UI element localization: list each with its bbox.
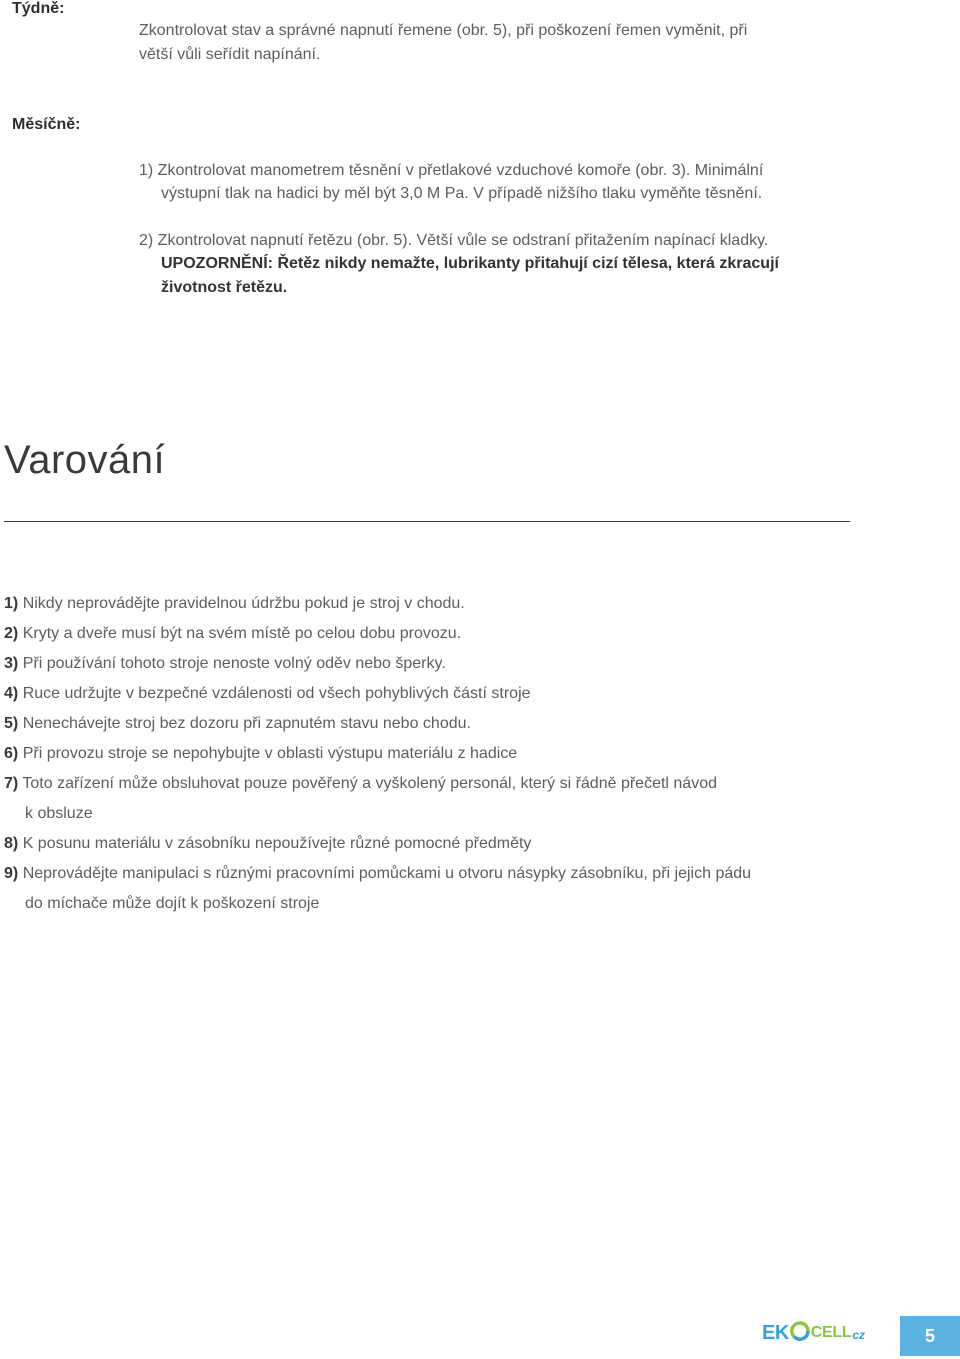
monthly-item2-line1: 2) Zkontrolovat napnutí řetězu (obr. 5). Větší vůle se odstraní přitažením napínací kladky. [139, 232, 769, 249]
list-item-text: Ruce udržujte v bezpečné vzdálenosti od všech pohyblivých částí stroje [22, 685, 531, 702]
list-item-text: Při používání tohoto stroje nenoste volný oděv nebo šperky. [22, 655, 446, 672]
list-item-text: Neprovádějte manipulaci s různými pracovními pomůckami u otvoru násypky zásobníku, při jejich pádu [22, 865, 752, 882]
list-item-continuation [4, 799, 904, 829]
list-item-number: 6) [4, 745, 19, 762]
list-item-continuation [4, 889, 904, 919]
weekly-text-line1: Zkontrolovat stav a správné napnutí řemene (obr. 5), při poškození řemen vyměnit, při [139, 22, 748, 39]
ekocell-logo [762, 1318, 865, 1348]
list-item [4, 739, 904, 769]
weekly-label: Týdně: [12, 0, 65, 17]
list-item [4, 709, 904, 739]
list-item-text: Při provozu stroje se nepohybujte v oblasti výstupu materiálu z hadice [22, 745, 518, 762]
list-item-number: 2) [4, 625, 19, 642]
list-item-number: 3) [4, 655, 19, 672]
monthly-item1-line2: výstupní tlak na hadici by měl být 3,0 M Pa. V případě nižšího tlaku vyměňte těsnění. [161, 185, 763, 202]
list-item-text: Toto zařízení může obsluhovat pouze pověřený a vyškolený personál, který si řádně přečetl návod [22, 775, 717, 792]
section-divider [4, 521, 850, 522]
list-item [4, 829, 904, 859]
page-number: 5 [900, 1316, 960, 1356]
logo-text-cell: CELL [810, 1324, 852, 1341]
list-item-number: 1) [4, 595, 19, 612]
list-item-text: Nenechávejte stroj bez dozoru při zapnutém stavu nebo chodu. [22, 715, 471, 732]
recycle-icon [790, 1321, 810, 1346]
list-item-number: 8) [4, 835, 19, 852]
list-item-number: 7) [4, 775, 19, 792]
monthly-warning-line2: životnost řetězu. [161, 279, 288, 296]
list-item [4, 589, 904, 619]
weekly-text-line2: větší vůli seřídit napínání. [139, 46, 321, 63]
monthly-warning-line1: UPOZORNĚNÍ: Řetěz nikdy nemažte, lubrikanty přitahují cizí tělesa, která zkracují [161, 255, 779, 272]
section-title: Varování [4, 438, 166, 482]
logo-text-ek: EK [762, 1321, 789, 1344]
list-item-text: Kryty a dveře musí být na svém místě po celou dobu provozu. [22, 625, 462, 642]
list-item-text: Nikdy neprovádějte pravidelnou údržbu pokud je stroj v chodu. [22, 595, 465, 612]
warnings-list [4, 589, 904, 919]
list-item-number: 4) [4, 685, 19, 702]
list-item-text: k obsluze [25, 805, 93, 822]
logo-text-cz: cz [852, 1327, 866, 1342]
list-item [4, 769, 904, 799]
list-item-number: 5) [4, 715, 19, 732]
list-item-number: 9) [4, 865, 19, 882]
list-item-text: do míchače může dojít k poškození stroje [25, 895, 320, 912]
monthly-item1-line1: 1) Zkontrolovat manometrem těsnění v přetlakové vzduchové komoře (obr. 3). Minimální [139, 162, 764, 179]
list-item [4, 619, 904, 649]
monthly-label: Měsíčně: [12, 116, 81, 133]
list-item-text: K posunu materiálu v zásobníku nepoužívejte různé pomocné předměty [22, 835, 532, 852]
list-item [4, 679, 904, 709]
list-item [4, 649, 904, 679]
list-item [4, 859, 904, 889]
